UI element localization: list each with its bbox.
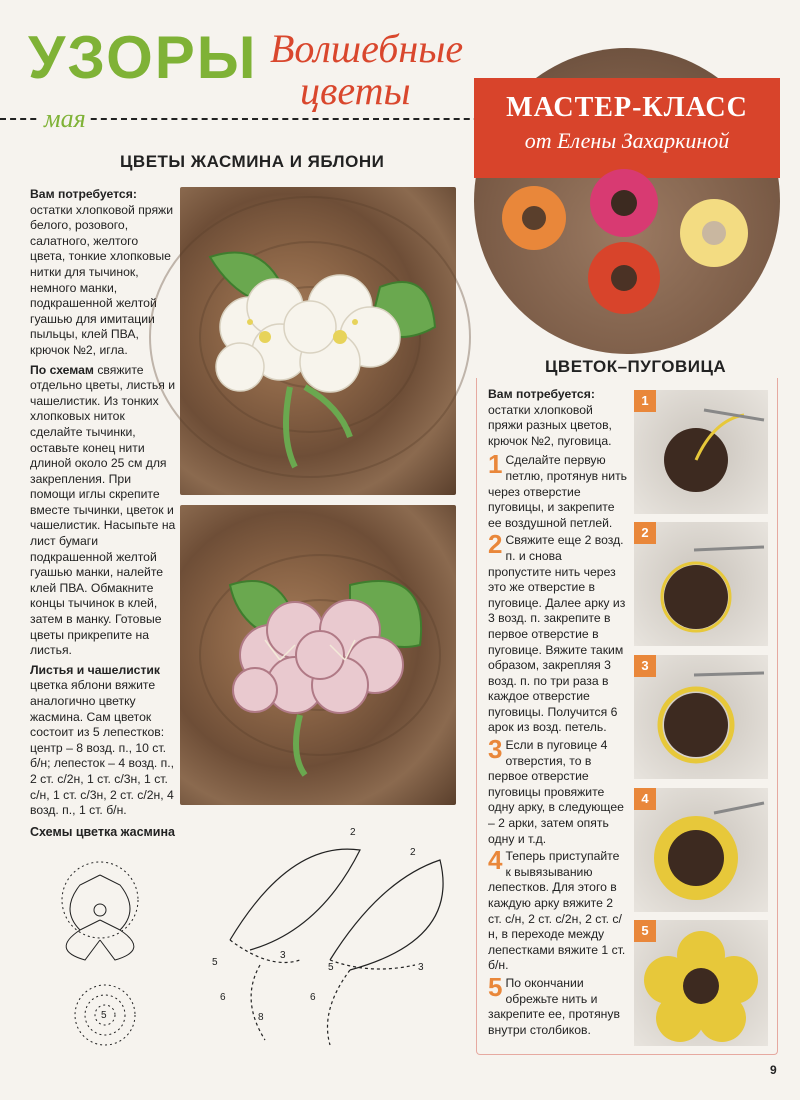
step-photo-1 xyxy=(634,390,768,514)
scheme-text: свяжите отдельно цветы, листья и чашелистик. Из тонких хлопковых ниток сделайте тычинки, оставьте конец нити длиной около 25 см для закрепления. При помощи иглы скрепите вместе тычинки, цветок и чашелистик. Насыпьте на лист бумаги подкрашенной желтой гуашью манки, налейте клей ПВА. Обмакните концы тычинок в клей, затем в манку. Готовые цветы прикрепите на листья. xyxy=(30,362,176,658)
yellow-flower xyxy=(680,199,748,267)
flower-diagram xyxy=(62,862,138,960)
diagram-num: 2 xyxy=(410,847,416,858)
apple-blossom-photo xyxy=(180,505,456,805)
page-number: 9 xyxy=(770,1063,777,1077)
jasmine-illustration xyxy=(180,187,456,495)
step-number: 5 xyxy=(488,971,503,1002)
step-photo-badge: 2 xyxy=(634,522,656,544)
leaf-diagram-2 xyxy=(328,860,444,1045)
article-body xyxy=(30,187,176,819)
orange-flower xyxy=(502,186,566,250)
step-text: Сделайте первую петлю, протянув нить через отверстие пуговицы, и закрепите ее воздушной петлей. xyxy=(488,453,628,530)
button-flower-heading: ЦВЕТОК–ПУГОВИЦА xyxy=(545,357,727,376)
leaves-label: Листья и чашелистик xyxy=(30,662,161,677)
section-title-line2: цветы xyxy=(300,68,411,113)
step-text: По окончании обрежьте нить и закрепите ее, протянув внутри столбиков. xyxy=(488,975,620,1037)
diagram-num: 3 xyxy=(280,950,286,961)
diagram-num: 6 xyxy=(310,992,316,1003)
red-flower xyxy=(588,242,660,314)
step-photo-badge: 1 xyxy=(634,390,656,412)
step-2 xyxy=(488,529,628,736)
leaves-paragraph xyxy=(30,663,176,819)
step-number: 1 xyxy=(488,449,503,480)
step-number: 3 xyxy=(488,734,503,765)
step-photo-4 xyxy=(634,788,768,912)
diagram-num: 5 xyxy=(212,957,218,968)
step-photo-badge: 3 xyxy=(634,655,656,677)
master-class-title: МАСТЕР-КЛАСС xyxy=(506,92,748,123)
master-class-badge xyxy=(474,48,780,354)
master-class-author: от Елены Захаркиной xyxy=(524,128,730,153)
diagram-num: 2 xyxy=(350,827,356,838)
scheme-paragraph xyxy=(30,363,176,659)
step-number: 4 xyxy=(488,845,503,876)
schemes-caption: Схемы цветка жасмина xyxy=(30,825,175,839)
materials-paragraph xyxy=(30,187,176,359)
step-photo-badge: 5 xyxy=(634,920,656,942)
article-heading: ЦВЕТЫ ЖАСМИНА И ЯБЛОНИ xyxy=(120,152,385,171)
step-3 xyxy=(488,734,628,847)
step-1 xyxy=(488,449,628,531)
apple-blossom-illustration xyxy=(180,505,456,805)
pink-flower xyxy=(590,169,658,237)
step-text: Свяжите еще 2 возд. п. и снова пропустите нить через это же отверстие в пуговице. Далее арку из 3 возд. п. закрепите в первое отверстие в пуговице. Вяжите таким образом, закрепляя 3 возд. п. по три раза в каждое отверстие пуговицы. Получится 6 арок из возд. петель. xyxy=(488,533,626,735)
button-flowers-illustration xyxy=(474,178,780,354)
step-text: Если в пуговице 4 отверстия, то в первое отверстие пуговицы провяжите одну арку, в следующее – 2 арки, затем опять одну и т.д. xyxy=(488,738,624,846)
section-title-line1: Волшебные xyxy=(270,26,464,71)
step-photo-badge: 4 xyxy=(634,788,656,810)
diagram-num: 8 xyxy=(258,1012,264,1023)
section-title xyxy=(270,28,463,112)
diagram-num: 3 xyxy=(418,962,424,973)
magazine-title: УЗОРЫ xyxy=(28,24,258,91)
step-photo-3 xyxy=(634,655,768,779)
step-text: Теперь приступайте к вывязыванию лепестков. Для этого в каждую арку вяжите 2 ст. с/н, 2 ст. с/2н, 2 ст. с/н, в переходе между лепестками вяжите 1 ст. б/н. xyxy=(488,849,626,973)
diagram-num: 6 xyxy=(220,992,226,1003)
step-number: 2 xyxy=(488,529,503,560)
materials-label: Вам потребуется: xyxy=(488,387,595,401)
jasmine-photo xyxy=(180,187,456,495)
materials-text: остатки хлопковой пряжи разных цветов, крючок №2, пуговица. xyxy=(488,402,612,448)
button-flower-body xyxy=(488,387,628,1038)
diagram-num: 5 xyxy=(101,1010,107,1021)
diagram-num: 5 xyxy=(328,962,334,973)
magazine-month: мая xyxy=(40,104,90,134)
step-photo-2 xyxy=(634,522,768,646)
leaves-text: цветка яблони вяжите аналогично цветку жасмина. Сам цветок состоит из 5 лепестков: центр – 8 возд. п., 10 ст. б/н; лепесток – 4 возд. п., 2 ст. с/2н, 1 ст. с/3н, 1 ст. с/н, 1 ст. с/3н, 2 ст. с/2н, 4 возд. п., 1 ст. б/н. xyxy=(30,678,175,818)
materials-label: Вам потребуется: xyxy=(30,187,137,201)
step-5 xyxy=(488,971,628,1038)
step-4 xyxy=(488,845,628,974)
materials-text: остатки хлопковой пряжи белого, розового, салатного, желтого цвета, тонкие хлопковые нитки для тычинок, немного манки, подкрашенной желтой гуашью для имитации пыльцы, клей ПВА, крючок №2, игла. xyxy=(30,202,174,357)
step-photo-5 xyxy=(634,920,768,1046)
scheme-label: По схемам xyxy=(30,362,94,377)
